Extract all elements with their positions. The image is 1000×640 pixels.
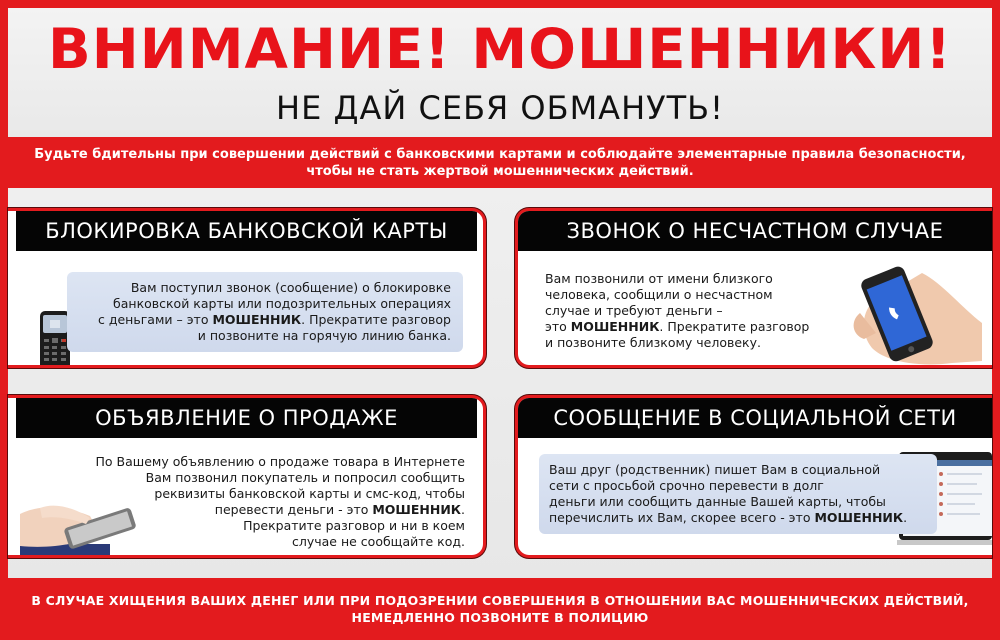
- poster-title: ВНИМАНИЕ! МОШЕННИКИ!: [47, 17, 953, 81]
- card-line: Вам поступил звонок (сообщение) о блокировке: [130, 280, 451, 295]
- card-line: деньги или сообщить данные Вашей карты, чтобы: [549, 494, 886, 509]
- card-line: человека, сообщили о несчастном: [545, 287, 773, 302]
- card-text: [67, 272, 463, 352]
- card-sale-ad: [8, 395, 486, 558]
- card-line: сети с просьбой срочно перевести в долг: [549, 478, 824, 493]
- card-line: Ваш друг (родственник) пишет Вам в социальной: [549, 462, 881, 477]
- footer-band: [0, 578, 1000, 640]
- fraud-keyword: МОШЕННИК: [372, 502, 462, 517]
- card-line: случае не сообщайте код.: [292, 534, 465, 549]
- card-line: перевести деньги - это МОШЕННИК.: [214, 502, 465, 517]
- card-line: перечислить их Вам, скорее всего - это МОШЕННИК.: [549, 510, 908, 525]
- card-line: это МОШЕННИК. Прекратите разговор: [545, 319, 810, 334]
- card-title: ЗВОНОК О НЕСЧАСТНОМ СЛУЧАЕ: [518, 211, 992, 251]
- poster-subtitle: НЕ ДАЙ СЕБЯ ОБМАНУТЬ!: [276, 89, 724, 127]
- card-title: БЛОКИРОВКА БАНКОВСКОЙ КАРТЫ: [16, 211, 477, 251]
- footer-line-1: В СЛУЧАЕ ХИЩЕНИЯ ВАШИХ ДЕНЕГ ИЛИ ПРИ ПОДОЗРЕНИИ СОВЕРШЕНИЯ В ОТНОШЕНИИ ВАС МОШЕННИЧЕСКИХ ДЕЙСТВИЙ,: [31, 593, 969, 608]
- fraud-keyword: МОШЕННИК: [570, 319, 660, 334]
- card-line: Прекратите разговор и ни в коем: [243, 518, 465, 533]
- poster-header: [8, 8, 992, 137]
- card-line: с деньгами – это МОШЕННИК. Прекратите разговор: [98, 312, 451, 327]
- intro-line-1: Будьте бдительны при совершении действий с банковскими картами и соблюдайте элементарные правила безопасности,: [34, 147, 966, 162]
- card-line: Вам позвонили от имени близкого: [545, 271, 773, 286]
- fraud-keyword: МОШЕННИК: [814, 510, 904, 525]
- card-line: банковской карты или подозрительных операциях: [113, 296, 451, 311]
- card-text: [45, 454, 465, 550]
- card-line: По Вашему объявлению о продаже товара в Интернете: [95, 454, 465, 469]
- card-title: ОБЪЯВЛЕНИЕ О ПРОДАЖЕ: [16, 398, 477, 438]
- card-card-blocking: [8, 208, 486, 368]
- card-social-message: [515, 395, 992, 558]
- card-text: [539, 454, 937, 534]
- cards-area: [8, 188, 992, 578]
- hand-holding-smartphone-icon: [842, 263, 982, 367]
- card-line: и позвоните близкому человеку.: [545, 335, 761, 350]
- intro-band: [8, 137, 992, 187]
- card-line: случае и требуют деньги –: [545, 303, 723, 318]
- footer-line-2: НЕМЕДЛЕННО ПОЗВОНИТЕ В ПОЛИЦИЮ: [351, 610, 649, 625]
- card-title: СООБЩЕНИЕ В СОЦИАЛЬНОЙ СЕТИ: [518, 398, 992, 438]
- card-accident-call: [515, 208, 992, 368]
- card-text: [545, 271, 845, 351]
- card-line: реквизиты банковской карты и смс-код, чтобы: [154, 486, 465, 501]
- fraud-keyword: МОШЕННИК: [212, 312, 302, 327]
- card-line: и позвоните на горячую линию банка.: [197, 328, 451, 343]
- intro-line-2: чтобы не стать жертвой мошеннических действий.: [306, 164, 694, 179]
- card-line: Вам позвонил покупатель и попросил сообщить: [145, 470, 465, 485]
